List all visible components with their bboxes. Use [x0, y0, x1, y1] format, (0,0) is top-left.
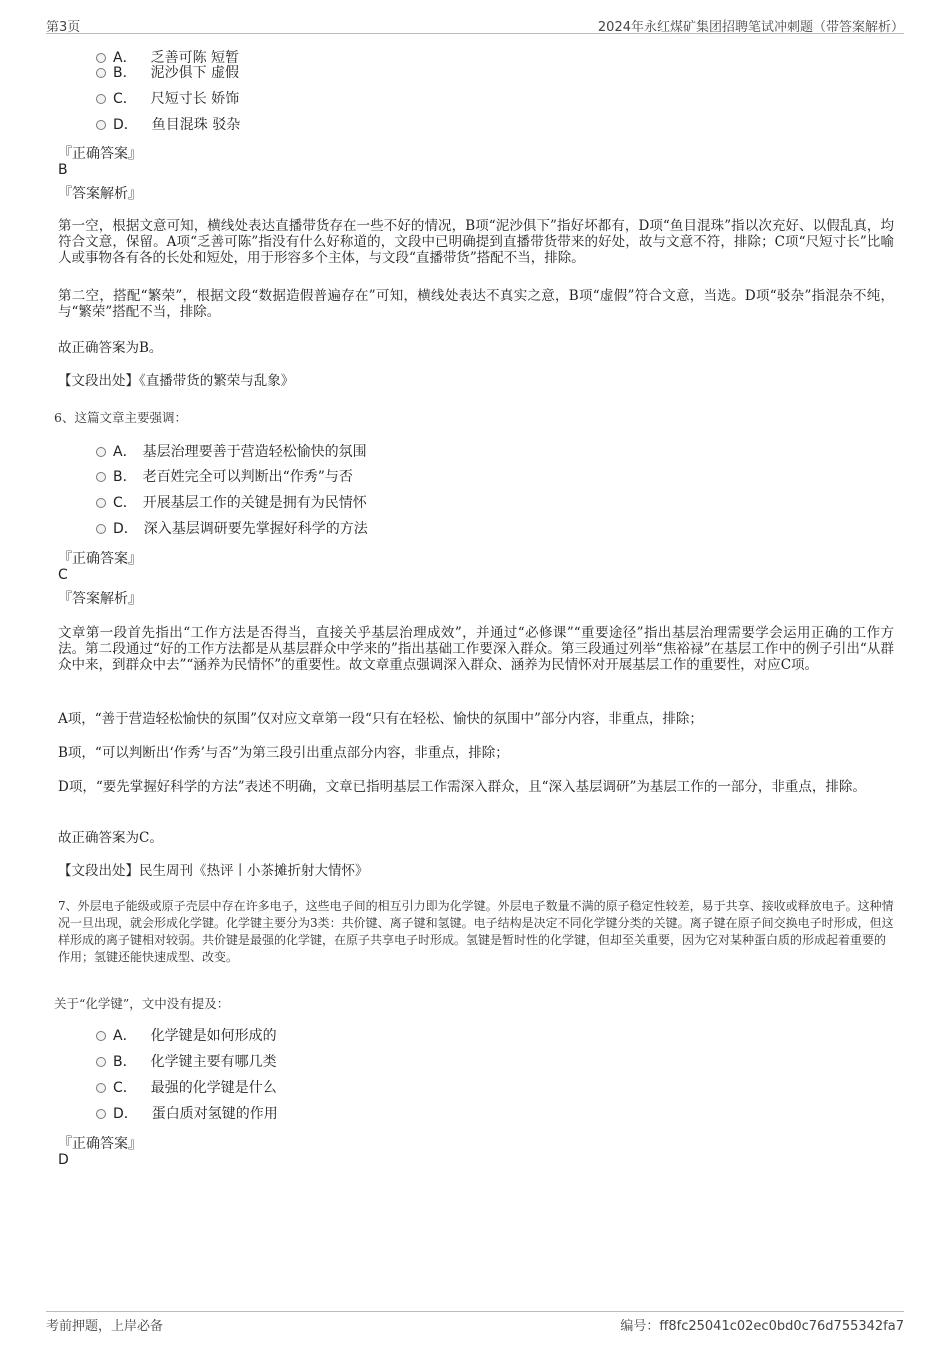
q7-question: 关于“化学键”，文中没有提及：	[54, 996, 230, 1011]
radio-icon[interactable]	[96, 53, 106, 63]
q6-answer: C	[58, 567, 68, 583]
footer-slogan: 考前押题，上岸必备	[46, 1319, 164, 1334]
page-number: 第3页	[46, 20, 81, 35]
q5-source: 【文段出处】《直播带货的繁荣与乱象》	[58, 373, 295, 389]
q5-answer: B	[58, 162, 68, 178]
radio-icon[interactable]	[96, 1057, 106, 1067]
q5-analysis-label: 『答案解析』	[58, 186, 142, 202]
q6-analysis-paragraph: 文章第一段首先指出“工作方法是否得当，直接关乎基层治理成效”，并通过“必修课”“重要途径”指出基层治理需要学会运用正确的工作方法。第二段通过“好的工作方法都是从基层群众中学来的”指出基础工作要深入群众。第三段通过列举“焦裕禄”在基层工作中的例子引出“从群众中来，到群众中去”“涵养为民情怀”的重要性。故文章重点强调深入群众、涵养为民情怀对开展基层工作的重要性，对应C项。	[58, 625, 894, 673]
q6-option-a[interactable]: A． 基层治理要善于营造轻松愉快的氛围	[96, 442, 367, 462]
document-title: 2024年永红煤矿集团招聘笔试冲刺题（带答案解析）	[597, 20, 904, 35]
q7-answer: D	[58, 1152, 69, 1168]
radio-icon[interactable]	[96, 120, 106, 130]
radio-icon[interactable]	[96, 1031, 106, 1041]
radio-icon[interactable]	[96, 498, 106, 508]
q7-option-b[interactable]: B． 化学键主要有哪几类	[96, 1052, 277, 1072]
q5-option-c[interactable]: C． 尺短寸长 娇饰	[96, 89, 239, 109]
document-code: 编号：ff8fc25041c02ec0bd0c76d755342fa7	[620, 1319, 904, 1334]
q7-answer-label: 『正确答案』	[58, 1136, 142, 1152]
radio-icon[interactable]	[96, 447, 106, 457]
q6-analysis-paragraph: A项，“善于营造轻松愉快的氛围”仅对应文章第一段“只有在轻松、愉快的氛围中”部分内容，非重点，排除；	[58, 711, 703, 727]
q6-analysis-label: 『答案解析』	[58, 591, 142, 607]
q6-source: 【文段出处】民生周刊《热评丨小茶摊折射大情怀》	[58, 863, 369, 879]
q7-option-d[interactable]: D． 蛋白质对氢键的作用	[96, 1104, 278, 1124]
q5-answer-label: 『正确答案』	[58, 146, 142, 162]
q6-option-d[interactable]: D． 深入基层调研要先掌握好科学的方法	[96, 519, 368, 539]
q5-option-d[interactable]: D． 鱼目混珠 驳杂	[96, 115, 240, 135]
radio-icon[interactable]	[96, 524, 106, 534]
q6-analysis-paragraph: B项，“可以判断出‘作秀’与否”为第三段引出重点部分内容，非重点，排除；	[58, 745, 509, 761]
q6-analysis-conclusion: 故正确答案为C。	[58, 830, 163, 846]
q5-analysis-paragraph: 第二空，搭配“繁荣”，根据文段“数据造假普遍存在”可知，横线处表达不真实之意，B项“虚假”符合文意，当选。D项“驳杂”指混杂不纯，与“繁荣”搭配不当，排除。	[58, 288, 894, 320]
radio-icon[interactable]	[96, 94, 106, 104]
q5-option-a[interactable]: A． 乏善可陈 短暂	[96, 48, 239, 68]
radio-icon[interactable]	[96, 1083, 106, 1093]
q5-analysis-paragraph: 第一空，根据文意可知，横线处表达直播带货存在一些不好的情况，B项“泥沙俱下”指好坏都有，D项“鱼目混珠”指以次充好、以假乱真，均符合文意，保留。A项“乏善可陈”指没有什么好称道的，文段中已明确提到直播带货带来的好处，故与文意不符，排除；C项“尺短寸长”比喻人或事物各有各的长处和短处，用于形容多个主体，与文段“直播带货”搭配不当，排除。	[58, 218, 894, 266]
q6-option-b[interactable]: B． 老百姓完全可以判断出“作秀”与否	[96, 467, 353, 487]
q6-analysis-paragraph: D项，“要先掌握好科学的方法”表述不明确，文章已指明基层工作需深入群众，且“深入基层调研”为基层工作的一部分，非重点，排除。	[58, 779, 866, 795]
q7-option-a[interactable]: A． 化学键是如何形成的	[96, 1026, 277, 1046]
page-header	[46, 14, 904, 34]
radio-icon[interactable]	[96, 68, 106, 78]
q6-question: 6、这篇文章主要强调：	[54, 410, 187, 425]
q7-passage: 7、外层电子能级或原子壳层中存在许多电子，这些电子间的相互引力即为化学键。外层电子数量不满的原子稳定性较差，易于共享、接收或释放电子。这种情况一旦出现，就会形成化学键。化学键主要分为3类：共价键、离子键和氢键。电子结构是决定不同化学键分类的关键。离子键在原子间交换电子时形成，但这样形成的离子键相对较弱。共价键是最强的化学键，在原子共享电子时形成。氢键是暂时性的化学键，但却至关重要，因为它对某种蛋白质的形成起着重要的作用；氢键还能快速成型、改变。	[58, 899, 894, 964]
radio-icon[interactable]	[96, 472, 106, 482]
q5-analysis-conclusion: 故正确答案为B。	[58, 340, 163, 356]
q6-option-c[interactable]: C． 开展基层工作的关键是拥有为民情怀	[96, 493, 367, 513]
q6-answer-label: 『正确答案』	[58, 551, 142, 567]
radio-icon[interactable]	[96, 1109, 106, 1119]
q7-option-c[interactable]: C． 最强的化学键是什么	[96, 1078, 277, 1098]
page-footer	[46, 1311, 904, 1335]
q5-option-b[interactable]: B． 泥沙俱下 虚假	[96, 63, 239, 83]
